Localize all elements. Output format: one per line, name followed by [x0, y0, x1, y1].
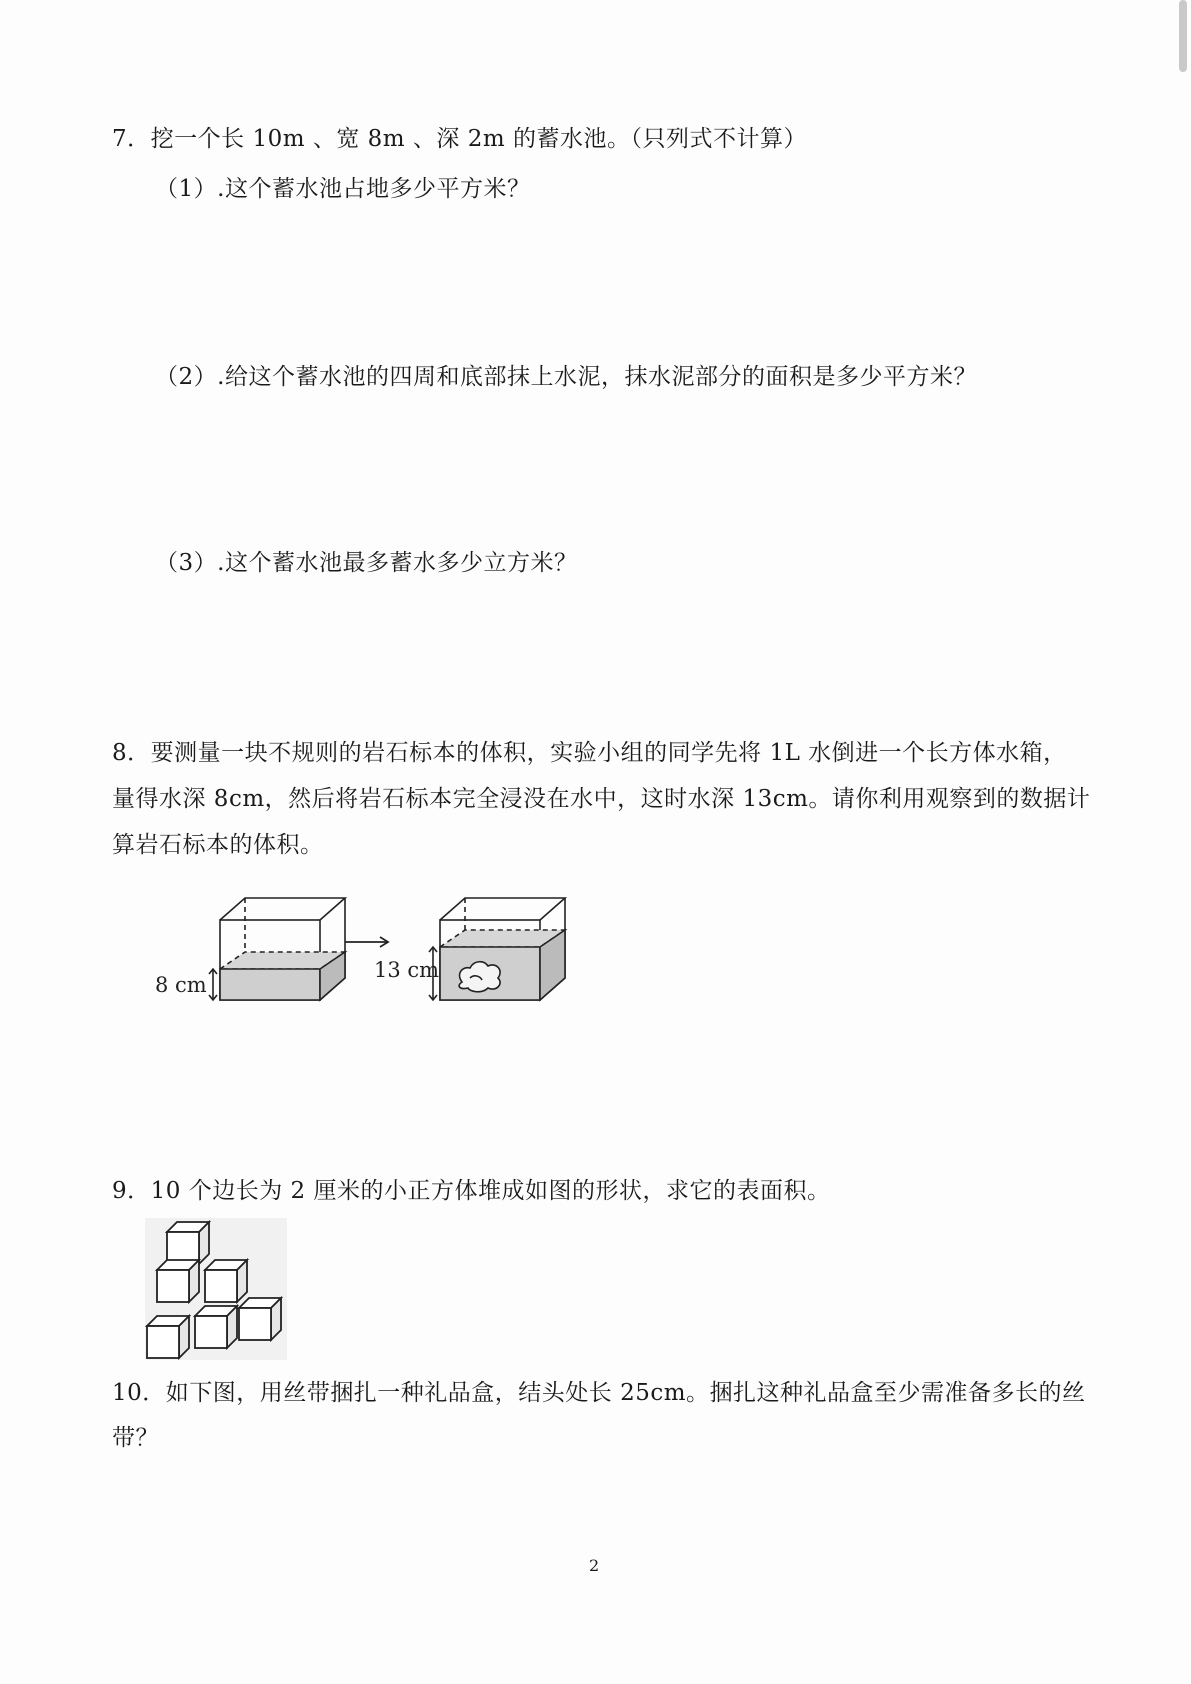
- q9-stem: 9．10 个边长为 2 厘米的小正方体堆成如图的形状，求它的表面积。: [112, 1178, 831, 1204]
- q7-sub3: （3）.这个蓄水池最多蓄水多少立方米？: [155, 550, 578, 576]
- q8-line3: 算岩石标本的体积。: [112, 832, 324, 858]
- q10-line2: 带？: [112, 1425, 159, 1451]
- cube: [157, 1260, 199, 1302]
- page-number: 2: [589, 1556, 600, 1575]
- q7-sub1: （1）.这个蓄水池占地多少平方米？: [155, 176, 531, 202]
- label-13cm: 13 cm: [374, 958, 440, 982]
- q7-stem: 7．挖一个长 10m 、宽 8m 、深 2m 的蓄水池。（只列式不计算）: [112, 126, 807, 152]
- tank-after: [429, 898, 565, 1000]
- cube: [195, 1306, 237, 1348]
- q8-line1: 8．要测量一块不规则的岩石标本的体积，实验小组的同学先将 1L 水倒进一个长方体水箱，: [112, 740, 1067, 766]
- cube-stack-figure: [145, 1218, 287, 1360]
- cube: [239, 1298, 281, 1340]
- cube: [205, 1260, 247, 1302]
- q7-sub2: （2）.给这个蓄水池的四周和底部抹上水泥，抹水泥部分的面积是多少平方米？: [155, 364, 977, 390]
- label-8cm: 8 cm: [155, 973, 207, 997]
- tank-figure: [150, 890, 570, 1010]
- transition-arrow-icon: [345, 937, 388, 947]
- scrollbar[interactable]: [1179, 0, 1187, 72]
- tank-before: [209, 898, 345, 1000]
- q10-line1: 10．如下图，用丝带捆扎一种礼品盒，结头处长 25cm。捆扎这种礼品盒至少需准备多长的丝: [112, 1380, 1086, 1406]
- q8-line2: 量得水深 8cm，然后将岩石标本完全浸没在水中，这时水深 13cm。请你利用观察到的数据计: [112, 786, 1091, 812]
- cube: [147, 1316, 189, 1358]
- cube: [167, 1222, 209, 1264]
